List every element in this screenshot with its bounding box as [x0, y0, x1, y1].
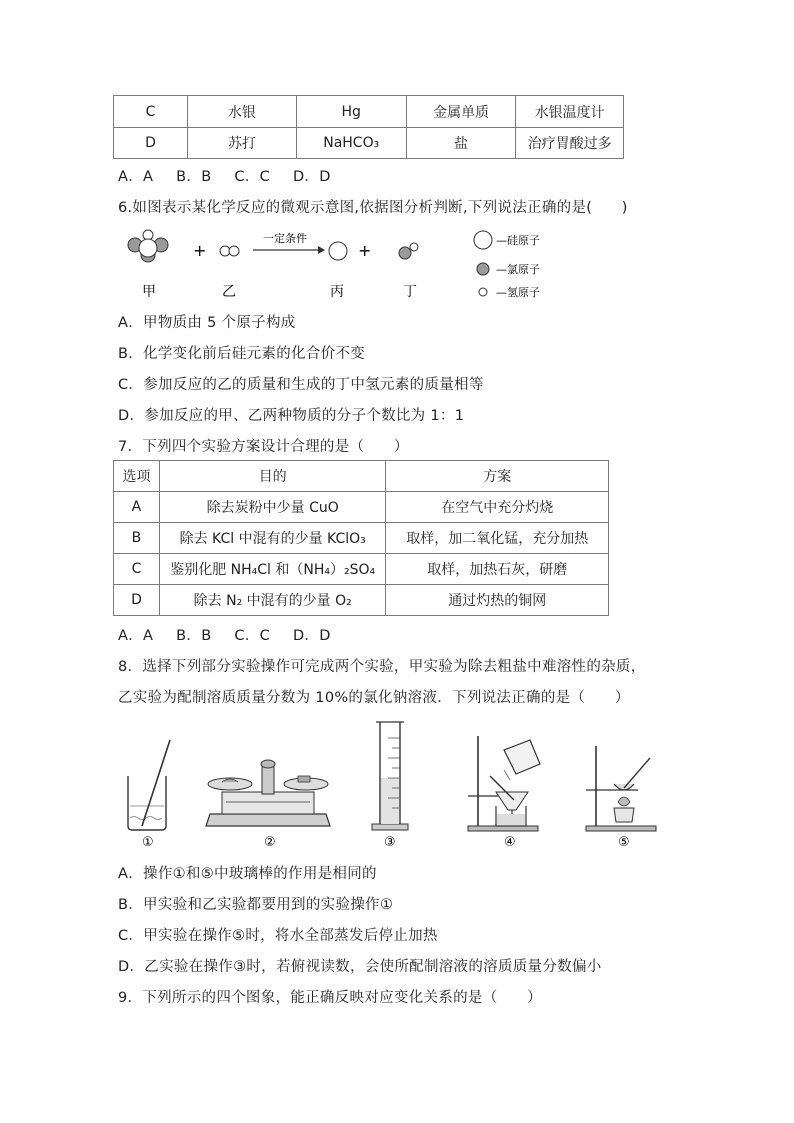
- figure-label: ①: [142, 835, 154, 850]
- option: B．B: [176, 169, 212, 185]
- table-cell: 盐: [406, 128, 516, 159]
- option: B．B: [176, 628, 212, 644]
- label-yi: 乙: [222, 284, 236, 300]
- q6-option-d: D．参加反应的甲、乙两种物质的分子个数比为 1：1: [118, 408, 465, 424]
- figure-label: ④: [504, 835, 516, 850]
- molecule-yi: [220, 246, 239, 256]
- filtration-icon: [468, 736, 540, 831]
- table-cell: 鉴别化肥 NH₄Cl 和（NH₄）₂SO₄: [159, 554, 386, 585]
- table-cell: NaHCO₃: [296, 128, 406, 159]
- legend-si-icon: [474, 231, 492, 249]
- q6-option-b: B．化学变化前后硅元素的化合价不变: [118, 346, 366, 362]
- option: D．D: [292, 628, 331, 644]
- plus-sign: +: [193, 241, 207, 260]
- beaker-stirring-icon: [128, 740, 170, 830]
- table-cell: A: [114, 492, 160, 523]
- table-cell: D: [114, 585, 160, 616]
- table-cell: 除去炭粉中少量 CuO: [159, 492, 386, 523]
- molecule-bing: [329, 242, 347, 260]
- q6-option-a: A．甲物质由 5 个原子构成: [118, 315, 296, 331]
- molecule-ding: [399, 243, 418, 259]
- table-row: [114, 554, 609, 585]
- table-cell: 水银: [188, 96, 297, 128]
- table-header: 目的: [159, 461, 386, 492]
- table-cell: Hg: [296, 96, 406, 128]
- legend-cl: —氯原子: [496, 263, 540, 276]
- option: C．C: [234, 169, 271, 185]
- evaporation-icon: [586, 746, 656, 831]
- table-cell: 金属单质: [406, 96, 516, 128]
- figure-label: ③: [384, 835, 396, 850]
- option: C．C: [234, 628, 271, 644]
- label-ding: 丁: [403, 284, 417, 300]
- q8-option-c: C．甲实验在操作⑤时，将水全部蒸发后停止加热: [118, 928, 438, 944]
- table-row: [114, 492, 609, 523]
- table-header: 方案: [386, 461, 609, 492]
- table-row: [114, 523, 609, 554]
- legend-cl-icon: [477, 263, 489, 275]
- q7-options: [118, 624, 349, 645]
- label-jia: 甲: [142, 284, 156, 300]
- table-cell: B: [114, 523, 160, 554]
- balance-icon: [206, 760, 330, 826]
- table-cell: C: [114, 96, 188, 128]
- option: A．A: [118, 169, 154, 185]
- reaction-condition: 一定条件: [263, 232, 307, 245]
- q7-table: [113, 460, 609, 616]
- table-row: [114, 128, 624, 159]
- table-cell: 水银温度计: [516, 96, 624, 128]
- legend-h-icon: [479, 288, 487, 296]
- table-cell: 治疗胃酸过多: [516, 128, 624, 159]
- arrow-head: [318, 246, 325, 254]
- table-cell: 苏打: [188, 128, 297, 159]
- table-row: [114, 96, 624, 128]
- q6-option-c: C．参加反应的乙的质量和生成的丁中氢元素的质量相等: [118, 377, 484, 393]
- table-cell: 取样，加热石灰，研磨: [386, 554, 609, 585]
- table-cell: 除去 KCl 中混有的少量 KClO₃: [159, 523, 386, 554]
- q6-stem: 6.如图表示某化学反应的微观示意图,依据图分析判断,下列说法正确的是( ): [118, 200, 628, 216]
- q8-option-b: B．甲实验和乙实验都要用到的实验操作①: [118, 897, 394, 913]
- q8-stem-line1: 8．选择下列部分实验操作可完成两个实验，甲实验为除去粗盐中难溶性的杂质，: [118, 659, 646, 675]
- table-header: 选项: [114, 461, 160, 492]
- option: A．A: [118, 628, 154, 644]
- q6-reaction-diagram: [118, 226, 568, 302]
- table-cell: C: [114, 554, 160, 585]
- q7-stem: 7．下列四个实验方案设计合理的是（ ）: [118, 439, 409, 455]
- figure-label: ②: [264, 835, 276, 850]
- q8-option-d: D．乙实验在操作③时，若俯视读数，会使所配制溶液的溶质质量分数偏小: [118, 959, 602, 975]
- legend-h: —氢原子: [496, 286, 540, 299]
- label-bing: 丙: [330, 284, 344, 300]
- table-cell: 除去 N₂ 中混有的少量 O₂: [159, 585, 386, 616]
- q8-stem-line2: 乙实验为配制溶质质量分数为 10%的氯化钠溶液．下列说法正确的是（ ）: [118, 690, 630, 706]
- table-cell: 在空气中充分灼烧: [386, 492, 609, 523]
- table-cell: 取样，加二氧化锰，充分加热: [386, 523, 609, 554]
- q5-options: [118, 165, 349, 186]
- graduated-cylinder-icon: [372, 722, 408, 830]
- table-row: [114, 585, 609, 616]
- table-cell: 通过灼热的铜网: [386, 585, 609, 616]
- q8-lab-operations-figure: [118, 718, 658, 852]
- table-cell: D: [114, 128, 188, 159]
- molecule-jia: [128, 230, 168, 262]
- figure-label: ⑤: [618, 835, 630, 850]
- plus-sign: +: [358, 241, 372, 260]
- q8-option-a: A．操作①和⑤中玻璃棒的作用是相同的: [118, 866, 377, 882]
- legend-si: —硅原子: [496, 234, 540, 247]
- q5-table: [113, 95, 624, 159]
- q9-stem: 9．下列所示的四个图象，能正确反映对应变化关系的是（ ）: [118, 990, 542, 1006]
- option: D．D: [292, 169, 331, 185]
- table-header-row: [114, 461, 609, 492]
